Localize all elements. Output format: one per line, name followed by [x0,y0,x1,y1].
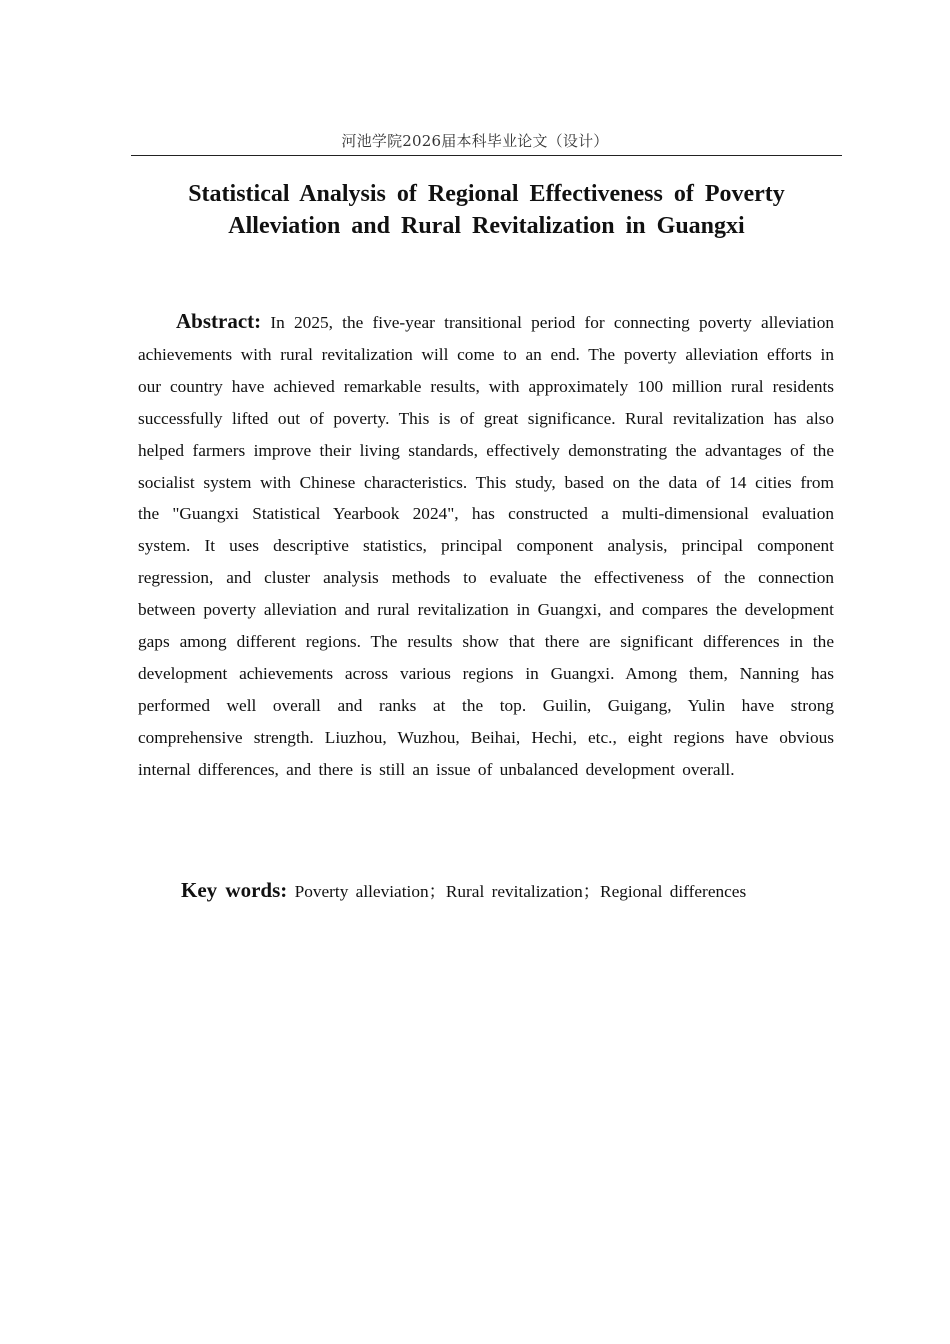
paper-title-line-1: Statistical Analysis of Regional Effectiveness of Poverty [188,181,785,207]
keywords-body: Poverty alleviation；Rural revitalization；Regional differences [294,882,747,901]
abstract-body: In 2025, the five-year transitional period for connecting poverty alleviation achievements with rural revitalization will come to an end. The poverty alleviation efforts in our country have achieved remarkable results, with approximately 100 million rural residents successfully lifted out of poverty. This is of great significance. Rural revitalization has also helped farmers improve their living standards, effectively demonstrating the advantages of the socialist system with Chinese characteristics. This study, based on the data of 14 cities from the "Guangxi Statistical Yearbook 2024", has constructed a multi-dimensional evaluation system. It uses descriptive statistics, principal component analysis, principal component regression, and cluster analysis methods to evaluate the effectiveness of the connection between poverty alleviation and rural revitalization in Guangxi, and compares the development gaps among different regions. The results show that there are significant differences in the development achievements across various regions in Guangxi. Among them, Nanning has performed well overall and ranks at the top. Guilin, Guigang, Yulin have strong comprehensive strength. Liuzhou, Wuzhou, Beihai, Hechi, etc., eight regions have obvious internal differences, and there is still an issue of unbalanced development overall. [138,313,834,779]
paper-title-line-2: Alleviation and Rural Revitalization in Guangxi [228,213,745,239]
keywords-line [181,874,841,908]
running-header: 河池学院2026届本科毕业论文（设计） [341,132,609,150]
paper-title [150,178,823,242]
abstract-paragraph [138,306,834,786]
header-rule [131,155,842,156]
keywords-label: Key words: [181,878,288,902]
abstract-label: Abstract: [176,309,262,333]
